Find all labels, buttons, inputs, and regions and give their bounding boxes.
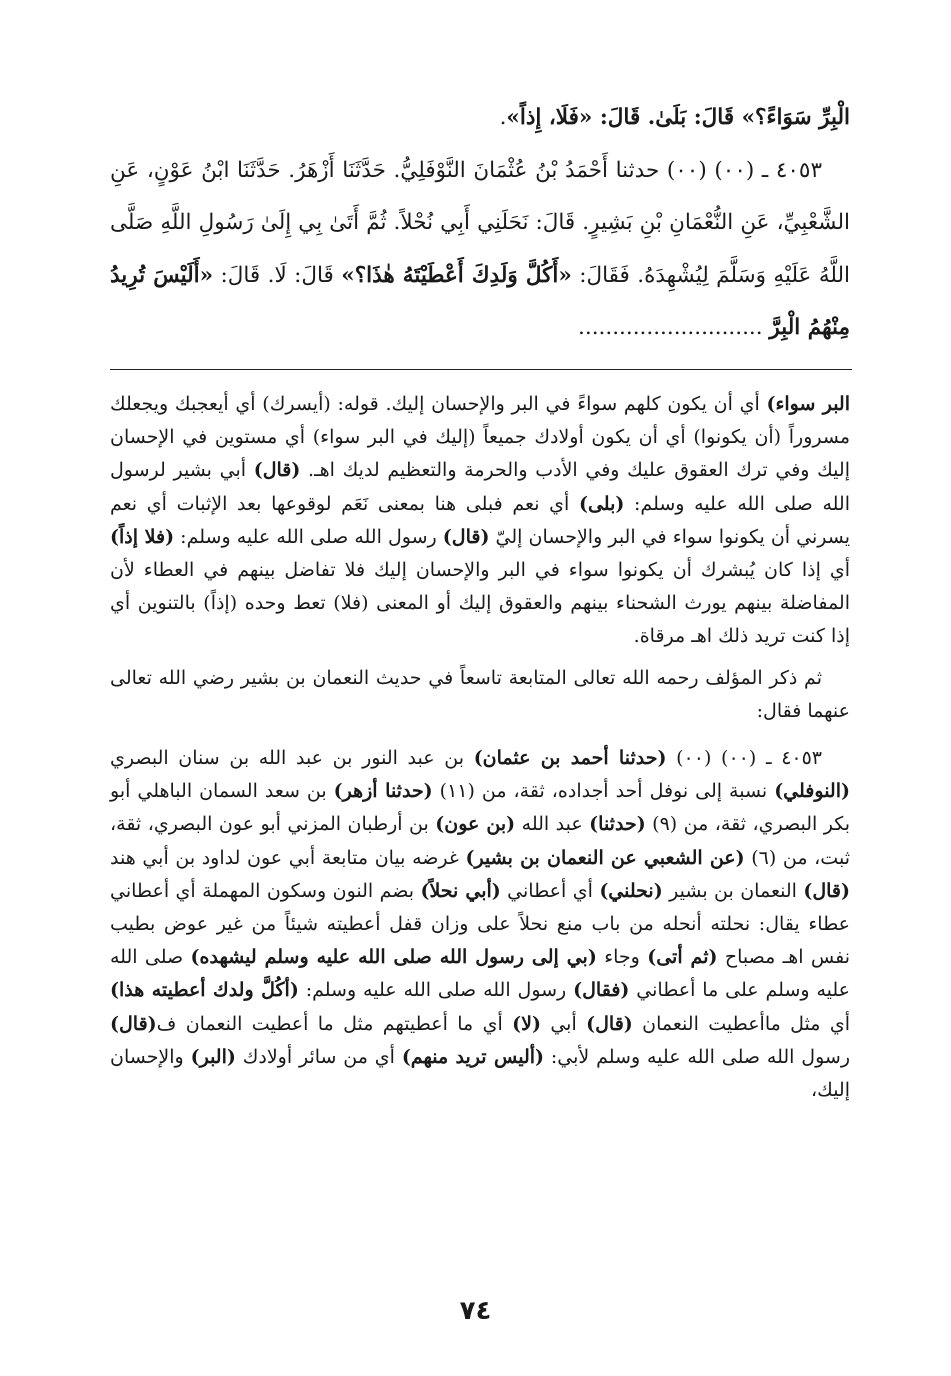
text-segment: أبي [540, 1012, 587, 1035]
bold-quote-segment: (أليس تريد منهم) [401, 1045, 545, 1068]
text-segment: وجاء [596, 946, 648, 969]
bold-quote-segment: (حدثنا أحمد بن عثمان) [473, 747, 667, 770]
hadith-quote-fala-idhan: «فَلَا، إِذاً» [506, 105, 593, 130]
text-segment: صلى الله عليه وسلم على ما أعطاني [110, 946, 850, 1002]
text-segment: أي مثل ماأعطيت النعمان [632, 1012, 850, 1035]
text-segment: غرضه بيان متابعة أبي عون لداود بن أبي هند [110, 846, 466, 869]
bold-quote-segment: (فقال) [573, 979, 630, 1002]
bold-quote-segment: (بن عون) [435, 813, 516, 836]
hadith-text [110, 92, 850, 355]
bold-quote-segment: (حدثنا) [589, 813, 646, 836]
bold-quote-segment: (البر) [190, 1045, 236, 1068]
hadith-line-continuation: الْبِرِّ سَوَاءً؟» قَالَ: بَلَىٰ. قَالَ: «فَلَا، إِذاً». [499, 105, 850, 130]
bold-quote-segment: (نحلني) [599, 879, 663, 902]
commentary-text [110, 388, 850, 1107]
text-segment: ٤٠٥٣ ـ (٠٠) (٠٠) [666, 747, 823, 770]
bold-quote-segment: (أبي نحلاً) [420, 879, 501, 902]
bold-quote-segment: (قال) [253, 459, 301, 482]
bold-quote-segment: (ثم أتى) [647, 946, 718, 969]
text-segment: أي أعطاني [500, 879, 600, 902]
hadith-quote-akulla-waladik: «أَكُلَّ وَلَدِكَ أَعْطَيْتَهُ هٰذَا؟» [341, 262, 572, 288]
text-segment: رسول الله صلى الله عليه وسلم: [174, 525, 443, 548]
text-segment: أي إذا كان يُبشرك أن يكونوا سواء في البر والإحسان إليك فلا تفاضل بينهم في العطاء لأن المفاضلة بينهم يورث الشحناء بينهم والعقوق إليك أو المعنى (فلا) تعط وحده (إذاً) بالتنوين أي إذا كنت تريد ذلك اهـ مرقاة. [110, 559, 850, 648]
bold-quote-segment: (قال) [586, 1012, 633, 1035]
bold-quote-segment: (النوفلي) [774, 780, 850, 803]
hadith-continuation-bold: الْبِرِّ سَوَاءً؟» قَالَ: بَلَىٰ. قَالَ: [592, 105, 850, 130]
text-segment: بن أرطبان المزني أبو عون البصري، ثقة، ثبت، من (٦) [110, 813, 850, 869]
text-segment: عبد الله [515, 813, 590, 836]
footnote-divider [110, 369, 852, 370]
text-segment: رسول الله صلى الله عليه وسلم: [298, 979, 574, 1002]
bold-quote-segment: (لا) [512, 1012, 541, 1035]
bold-quote-segment: (أكُلَّ ولدك أعطيته هذا) [110, 979, 299, 1002]
hadith-isnad-text: ٤٠٥٣ ـ (٠٠) (٠٠) حدثنا أَحْمَدُ بْنُ عُثْمَانَ النَّوْفَلِيُّ. حَدَّثَنَا أَزْهَرُ. حَدَّثَنَا ابْنُ عَوْنٍ، عَنِ الشَّعْبِيِّ، عَنِ النُّعْمَانِ بْنِ بَشِيرٍ. قَالَ: نَحَلَنِي أَبِي نُحْلاً. ثُمَّ أَتَىٰ بِي إِلَىٰ رَسُولِ اللَّهِ صَلَّى اللَّهُ عَلَيْهِ وَسَلَّمَ لِيُشْهِدَهُ. فَقَالَ: [110, 157, 850, 288]
text-segment: أي أن يكون كلهم سواءً في البر والإحسان إليك. قوله: (أيسرك) أي أيعجبك ويجعلك مسروراً (أن يكونوا) أي أن يكون أولادك جميعاً (إليك في البر سواء) أي مستوين في الإحسان إليك وفي ترك العقوق عليك وفي الأدب والحرمة والتعظيم لديك اهـ. [110, 393, 850, 482]
text-segment: نسبة إلى نوفل أحد أجداده، ثقة، من (١١) [432, 780, 775, 803]
text-segment: أي نعم فبلى هنا بمعنى نَعَم لوقوعها بعد الإثبات أي نعم يسرني أن يكونوا سواء في البر والإحسان إليّ [110, 492, 850, 548]
text-segment: أبي بشير لرسول الله صلى الله عليه وسلم: [110, 459, 850, 515]
text-segment: بن سعد السمان الباهلي أبو بكر البصري، ثقة، من (٩) [110, 780, 850, 836]
page-number: ٧٤ [459, 1296, 492, 1326]
hadith-quote-alaysa-turidu: «أَلَيْسَ تُرِيدُ مِنْهُمُ الْبِرَّ [110, 262, 850, 340]
text-segment: رسول الله صلى الله عليه وسلم لأبي: [544, 1045, 850, 1068]
bold-quote-segment: (عن الشعبي عن النعمان بن بشير) [465, 846, 745, 869]
text-segment: بن عبد النور بن عبد الله بن سنان البصري [110, 747, 474, 770]
bold-quote-segment: (بلى) [578, 492, 625, 515]
commentary-paragraph-1 [110, 388, 850, 654]
commentary-paragraph-3 [110, 742, 850, 1107]
text-segment: النعمان بن بشير [662, 879, 804, 902]
continuation-dots: ........................... [578, 315, 770, 340]
bold-quote-segment: (بي إلى رسول الله صلى الله عليه وسلم ليشهده) [190, 946, 597, 969]
text-segment: أي من سائر أولادك [235, 1045, 402, 1068]
hadith-4053: ٤٠٥٣ ـ (٠٠) (٠٠) حدثنا أَحْمَدُ بْنُ عُثْمَانَ النَّوْفَلِيُّ. حَدَّثَنَا أَزْهَرُ. حَدَّثَنَا ابْنُ عَوْنٍ، عَنِ الشَّعْبِيِّ، عَنِ النُّعْمَانِ بْنِ بَشِيرٍ. قَالَ: نَحَلَنِي أَبِي نُحْلاً. ثُمَّ أَتَىٰ بِي إِلَىٰ رَسُولِ اللَّهِ صَلَّى اللَّهُ عَلَيْهِ وَسَلَّمَ لِيُشْهِدَهُ. فَقَالَ: «أَكُلَّ وَلَدِكَ أَعْطَيْتَهُ هٰذَا؟» قَالَ: لَا. قَالَ: «أَلَيْسَ تُرِيدُ مِنْهُمُ الْبِرَّ ........................... [110, 157, 850, 340]
text-segment: أي ما أعطيتهم مثل ما أعطيت النعمان ف [156, 1012, 513, 1035]
bold-quote-segment: (فلا إذاً) [110, 525, 175, 548]
bold-quote-segment: البر سواء) [766, 393, 850, 415]
bold-quote-segment: (قال) [110, 1012, 157, 1035]
bold-quote-segment: (قال) [442, 525, 490, 548]
bold-quote-segment: (قال) [803, 879, 850, 902]
commentary-paragraph-2: ثم ذكر المؤلف رحمه الله تعالى المتابعة تاسعاً في حديث النعمان بن بشير رضي الله تعالى عنهما فقال: [110, 666, 850, 722]
text-segment: والإحسان إليك، [110, 1045, 850, 1102]
bold-quote-segment: (حدثنا أزهر) [333, 780, 433, 803]
text-segment: بضم النون وسكون المهملة أي أعطاني عطاء يقال: نحلته أنحله من باب منع نحلاً على وزان قفل أعطيته شيئاً من غير عوض بطيب نفس اهـ مصباح [110, 879, 850, 969]
